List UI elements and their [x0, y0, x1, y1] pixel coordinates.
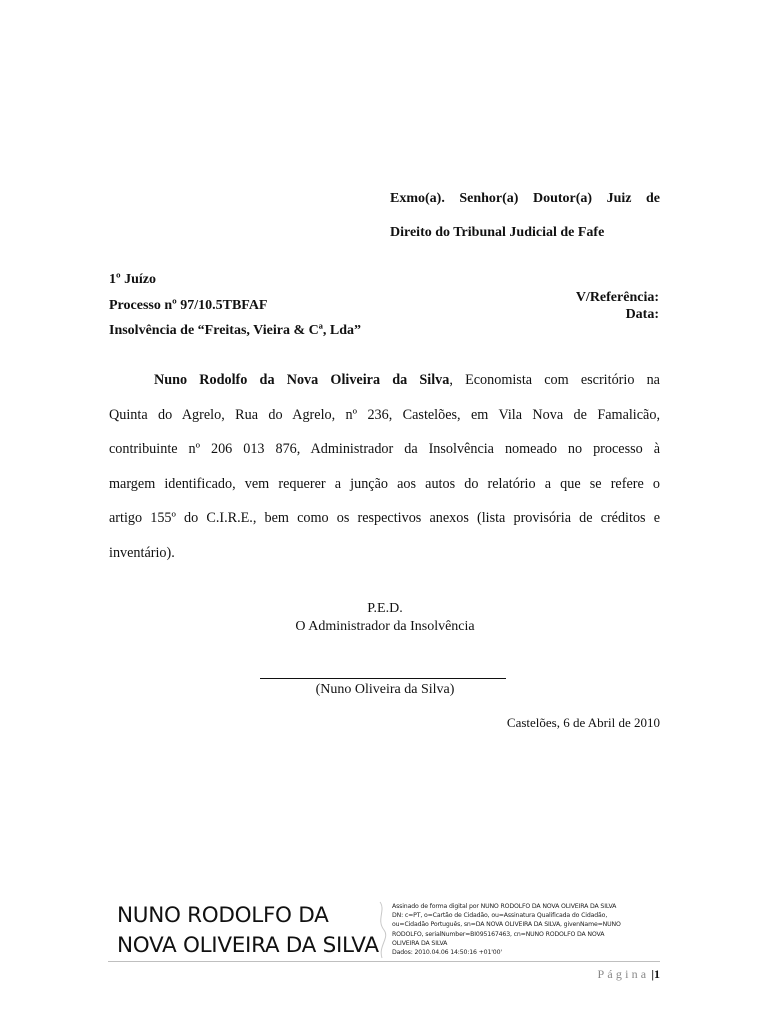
- request-paragraph: [109, 363, 660, 571]
- signature-line: [260, 678, 506, 679]
- court-label: 1º Juízo: [109, 272, 157, 287]
- paragraph-line-2: Quinta do Agrelo, Rua do Agrelo, nº 236, Castelões, em Vila Nova de Famalicão,: [109, 406, 660, 423]
- digital-signature-name: NUNO RODOLFO DA NOVA OLIVEIRA DA SILVA: [117, 903, 379, 958]
- paragraph-line-5: artigo 155º do C.I.R.E., bem como os respectivos anexos (lista provisória de créditos e: [109, 510, 660, 527]
- place-date: Castelões, 6 de Abril de 2010: [506, 715, 660, 730]
- process-number: Processo nº 97/10.5TBFAF: [109, 298, 268, 313]
- reference-date-label: Data:: [625, 307, 659, 322]
- page-separator: |: [651, 967, 654, 981]
- reference-label: V/Referência:: [575, 290, 659, 305]
- page-footer: [597, 967, 660, 982]
- signer-name: (Nuno Oliveira da Silva): [315, 682, 455, 697]
- paragraph-line-3: contribuinte nº 206 013 876, Administrador da Insolvência nomeado no processo à: [109, 441, 660, 458]
- insolvency-title: Insolvência de “Freitas, Vieira & Cª, Lda”: [109, 323, 362, 338]
- paragraph-line-1: Nuno Rodolfo da Nova Oliveira da Silva, Economista com escritório na: [154, 372, 660, 388]
- paragraph-line-4: margem identificado, vem requerer a junção aos autos do relatório a que se refere o: [109, 475, 660, 492]
- footer-divider: [108, 961, 660, 962]
- page-word: Página: [597, 967, 650, 981]
- paragraph-line-6: inventário).: [109, 544, 175, 561]
- signature-flourish-icon: [372, 900, 392, 960]
- reference-block: [576, 289, 659, 323]
- page-number: 1: [654, 967, 660, 981]
- administrator-name: Nuno Rodolfo da Nova Oliveira da Silva: [154, 372, 450, 388]
- ped-label: P.E.D.: [367, 601, 403, 616]
- digital-signature-details: Assinado de forma digital por NUNO RODOLFO DA NOVA OLIVEIRA DA SILVA DN: c=PT, o=Cartão de Cidadão, ou=Assinatura Qualificada do Cidadão, ou=Cidadão Português, sn=DA NOVA OLIVEIRA DA SILVA, givenName=NUNO RODOLFO, serialNumber=BI095167463, cn=NUNO RODOLFO DA NOVA OLIVEIRA DA SILVA Dados: 2010.04.06 14:50:16 +01'00': [392, 903, 621, 957]
- addressee-line-2: Direito do Tribunal Judicial de Fafe: [390, 225, 605, 240]
- addressee-line-1: Exmo(a). Senhor(a) Doutor(a) Juiz de: [390, 191, 660, 206]
- administrator-role: O Administrador da Insolvência: [295, 619, 475, 634]
